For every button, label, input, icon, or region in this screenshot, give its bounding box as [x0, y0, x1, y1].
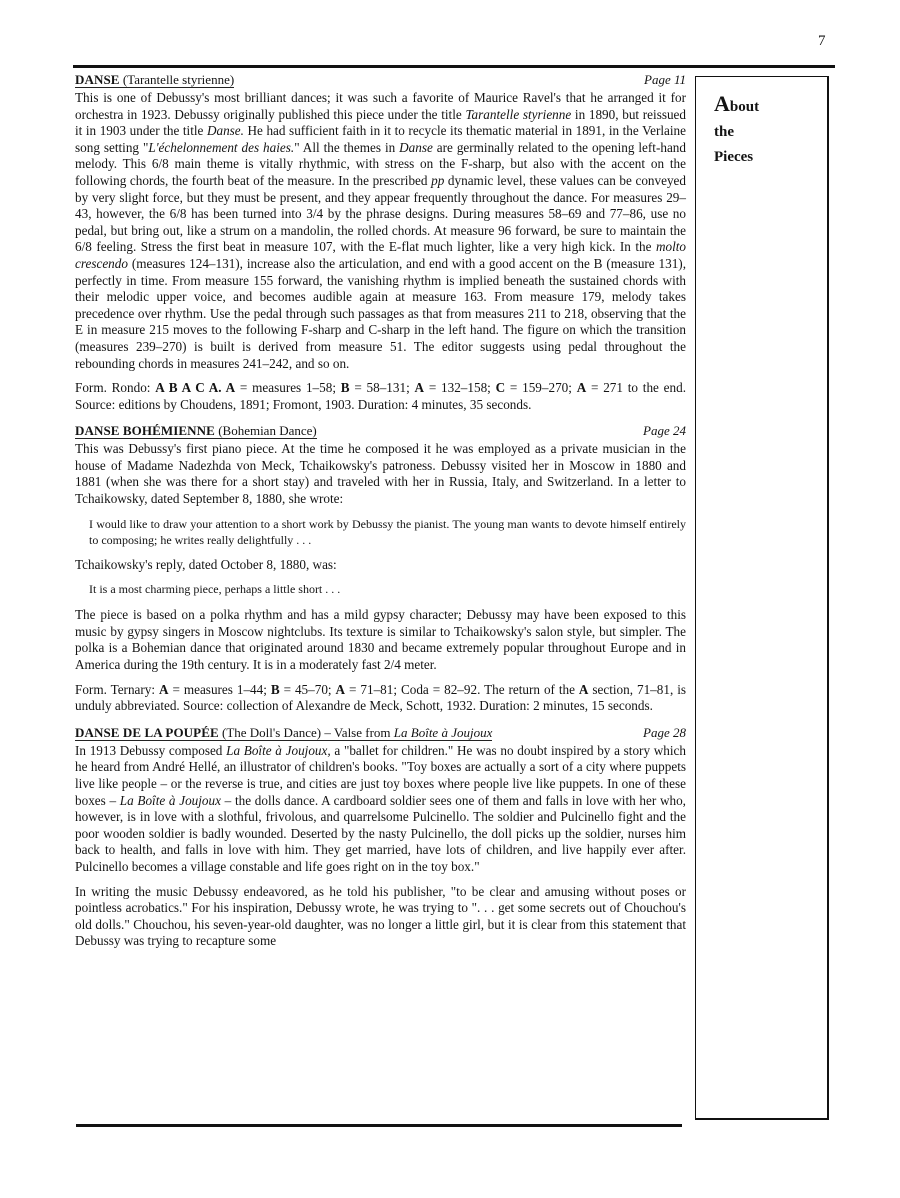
block-quote — [89, 581, 686, 597]
text-run: A — [578, 681, 589, 697]
text-run: A B A C A. A — [155, 380, 236, 396]
top-rule — [73, 65, 835, 68]
text-run: It is a most charming piece, perhaps a little short . . . — [89, 582, 341, 597]
section-heading — [75, 421, 686, 440]
about-sidebar — [695, 76, 829, 1120]
sidebar-drop-cap: A — [714, 91, 730, 116]
main-text — [75, 70, 686, 958]
text-run: = 132–158; — [424, 380, 496, 396]
sidebar-line-1: bout — [729, 99, 760, 115]
paragraph — [75, 90, 686, 372]
text-run: The piece is based on a polka rhythm and has a mild gypsy character; Debussy may have been exposed to this music by gypsy singers in Moscow nightclubs. Its texture is similar to Tchaikowsky's salon style, but simpler. The polka is a Bohemian dance that originated around 1830 and became extremely popular throughout Europe and in America during the 19th century. It is in a moderately fast 2/4 meter. — [75, 607, 686, 673]
block-quote — [89, 516, 686, 548]
section-heading — [75, 70, 686, 89]
paragraph — [75, 682, 686, 715]
section-subtitle: (The Doll's Dance) – Valse from — [222, 724, 394, 740]
text-run: Form. Rondo: — [75, 380, 156, 396]
text-run: La Boîte à Joujoux — [119, 792, 221, 808]
section-title: DANSE BOHÉMIENNE — [75, 423, 215, 439]
paragraph — [75, 441, 686, 507]
text-run: Tchaikowsky's reply, dated October 8, 1880, was: — [75, 556, 337, 572]
text-run: = 71–81; Coda = 82–92. The return of the — [345, 681, 579, 697]
section-title: DANSE DE LA POUPÉE — [75, 724, 219, 740]
text-run: = measures 1–44; — [168, 681, 271, 697]
section-title: DANSE — [75, 72, 120, 87]
text-run: A — [414, 380, 425, 396]
text-run: L'échelonnement des haies. — [148, 139, 295, 155]
paragraph — [75, 743, 686, 876]
text-run: = 271 to the end. Source: editions by Choudens, 1891; Fromont, 1903. Duration: 4 minutes, 35 seconds. — [75, 380, 686, 412]
section-page-ref: Page 24 — [643, 423, 686, 439]
section-page-ref: Page 11 — [644, 72, 686, 87]
sidebar-line-2: the — [714, 124, 734, 140]
text-run: are germinally related to the opening left-hand melody. This 6/8 main theme is vitally rhythmic, with stress on the F-sharp, but also with the accent on the following chords, the fourth beat of the measure. In the prescribed — [75, 139, 686, 188]
text-run: section, 71–81, is unduly abbreviated. Source: collection of Alexandre de Meck, Schott, 1932. Duration: 2 minutes, 15 seconds. — [75, 681, 686, 714]
text-run: Danse — [399, 139, 433, 155]
text-run: pp — [431, 172, 445, 188]
text-run: I would like to draw your attention to a short work by Debussy the pianist. The young man wants to devote himself entirely to composing; he writes really delightfully . . . — [89, 516, 686, 547]
text-run: molto crescendo — [75, 239, 686, 271]
section-subtitle-italic: La Boîte à Joujoux — [393, 724, 493, 740]
text-run: dynamic level, these values can be conveyed by very slight force, but they must be present, and they appear frequently throughout the dance. For measures 29–43, however, the 6/8 has been turned into 3/4 by the phrase designs. During measures 58–69 and 77–86, use no pedal, but bring out, like a strum on a mandolin, the rolled chords. At measure 96 forward, be sure to maintain the 6/8 feeling. Stress the first beat in measure 107, with the E-flat much lighter, like a very high kick. In the — [75, 172, 686, 255]
text-run: " All the themes in — [294, 139, 400, 155]
text-run: a "ballet for children." He was no doubt inspired by a story which he heard from André Hellé, an illustrator of children's books. "Toy boxes are actually a sort of a city where puppets live like people – or the reverse is true, and cities are just toy boxes where people live like puppets. In one of these boxes – — [75, 742, 686, 808]
text-run: A — [159, 681, 169, 697]
text-run: (measures 124–131), increase also the articulation, and end with a good accent on the B (measure 131), perfectly in time. From measure 155 forward, the vanishing rhythm is implied beneath the sustained chords with their melodic upper voice, and becomes audible again at measure 163. From measure 179, melody takes precedence over rhythm. Use the pedal through such passages as that from measures 211 to 218, observing that the E in measure 215 moves to the following F-sharp and C-sharp in the left hand. The figure on which the transition (measures 239–270) is built is derived from measure 51. The editor suggests using pedal throughout the rebounding chords in measures 241–242, and so on. — [75, 255, 686, 371]
paragraph — [75, 380, 686, 413]
text-run: Tarantelle styrienne — [465, 106, 572, 122]
section-heading — [75, 723, 686, 742]
text-run: = 45–70; — [279, 681, 336, 697]
text-run: = 159–270; — [505, 380, 577, 396]
text-run: B — [270, 681, 280, 697]
paragraph — [75, 884, 686, 950]
text-run: This is one of Debussy's most brilliant dances; it was such a favorite of Maurice Ravel's that he arranged it for orchestra in 1923. Debussy originally published this piece under the title — [75, 90, 686, 122]
text-run: in 1890, but reissued it in 1903 under the title — [75, 106, 687, 139]
text-run: He had sufficient faith in it to recycle its thematic material in 1891, in the Verlaine song setting " — [75, 123, 687, 155]
bottom-rule — [76, 1124, 682, 1127]
sidebar-title — [714, 91, 817, 170]
section-subtitle: (Bohemian Dance) — [218, 423, 317, 439]
text-run: A — [576, 380, 587, 396]
sidebar-line-3: Pieces — [714, 149, 754, 165]
paragraph — [75, 557, 686, 574]
text-run: In writing the music Debussy endeavored, as he told his publisher, "to be clear and amusing without poses or pointless acrobatics." For his inspiration, Debussy wrote, he was trying to ". . . get some secrets out of Chouchou's old dolls." Chouchou, his seven-year-old daughter, was no longer a little girl, but it is clear from this statement that Debussy was trying to recapture some — [75, 883, 686, 949]
text-run: C — [495, 380, 506, 396]
text-run: – the dolls dance. A cardboard soldier sees one of them and falls in love with her who, however, is in love with a slothful, frivolous, and quarrelsome Pulcinello. The soldier and Pulcinello fight and the poor wooden soldier is badly wounded. Deserted by the nasty Pulcinello, the doll picks up the soldier, nurses him back to health, and falls in love with him. They get married, have lots of children, and live happily ever after. Pulcinello becomes a village constable and life goes right on in the toy box." — [75, 792, 686, 874]
text-run: A — [335, 681, 346, 697]
text-run: = 58–131; — [349, 380, 415, 396]
text-run: B — [340, 380, 350, 396]
text-run: = measures 1–58; — [235, 380, 341, 396]
text-run: Form. Ternary: — [75, 681, 159, 697]
text-run: In 1913 Debussy composed — [75, 742, 227, 758]
section-page-ref: Page 28 — [643, 724, 686, 740]
text-run: La Boîte à Joujoux, — [226, 742, 331, 758]
text-run: This was Debussy's first piano piece. At the time he composed it he was employed as a private musician in the house of Madame Nadezhda von Meck, Tchaikowsky's patroness. Debussy visited her in Moscow in 1880 and 1881 (when she was there for a short stay) and traveled with her in Russia, Italy, and Switzerland. In a letter to Tchaikowsky, dated September 8, 1880, she wrote: — [75, 441, 686, 507]
page-number: 7 — [818, 33, 826, 49]
paragraph — [75, 607, 686, 673]
section-subtitle: (Tarantelle styrienne) — [122, 72, 235, 87]
text-run: Danse. — [206, 123, 244, 139]
